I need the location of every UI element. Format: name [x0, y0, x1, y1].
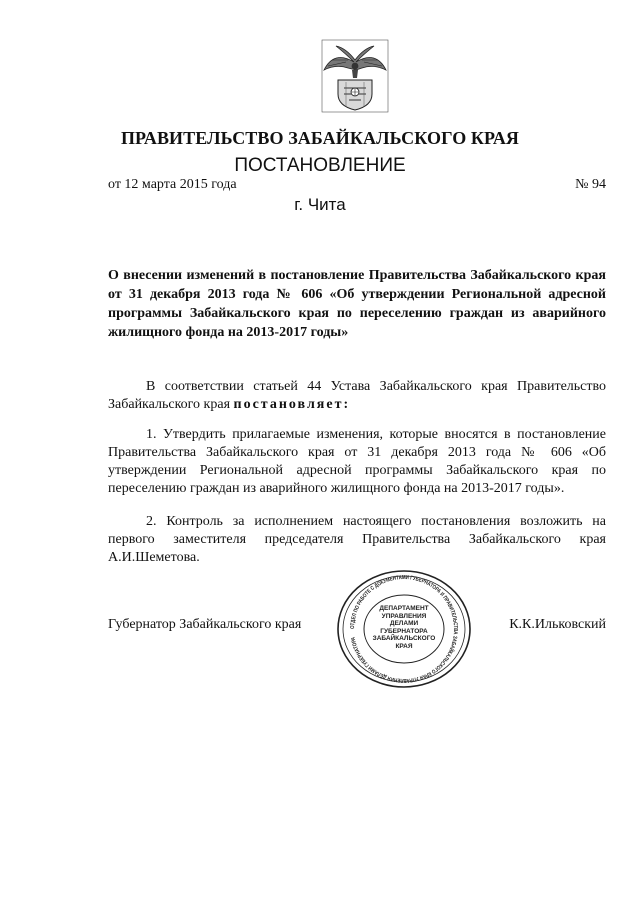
document-number: № 94	[575, 177, 606, 192]
stamp-center-text: ДЕПАРТАМЕНТ УПРАВЛЕНИЯ ДЕЛАМИ ГУБЕРНАТОРА ЗАБАЙКАЛЬСКОГО КРАЯ	[372, 605, 436, 650]
intro-text: В соответствии статьей 44 Устава Забайкальского края Правительство Забайкальского края	[108, 379, 606, 412]
government-title: ПРАВИТЕЛЬСТВО ЗАБАЙКАЛЬСКОГО КРАЯ	[120, 128, 520, 148]
document-date: от 12 марта 2015 года	[108, 177, 237, 192]
intro-verb: постановляет:	[233, 397, 351, 412]
document-type: ПОСТАНОВЛЕНИЕ	[234, 155, 406, 176]
coat-of-arms-emblem	[316, 36, 394, 116]
signature-name: К.К.Ильковский	[509, 617, 606, 632]
document-subject: О внесении изменений в постановление Правительства Забайкальского края от 31 декабря 2013 года № 606 «Об утверждении Региональной адресной программы Забайкальского края по переселению граждан из аварийного жилищного фонда на 2013-2017 годы»	[108, 268, 606, 340]
item-1-paragraph: 1. Утвердить прилагаемые изменения, которые вносятся в постановление Правительства Забайкальского края от 31 декабря 2013 года № 606 «Об утверждении Региональной адресной программы Забайкальского края по переселению граждан из аварийного жилищного фонда на 2013-2017 годы».	[108, 427, 606, 496]
intro-paragraph	[108, 378, 606, 414]
item-2-paragraph: 2. Контроль за исполнением настоящего постановления возложить на первого заместителя председателя Правительства Забайкальского края А.И.Шеметова.	[108, 514, 606, 565]
signature-role: Губернатор Забайкальского края	[108, 617, 302, 632]
stamp-ring-text: ОТДЕЛ ПО РАБОТЕ С ДОКУМЕНТАМИ ГУБЕРНАТОРА И ПРАВИТЕЛЬСТВА ЗАБАЙКАЛЬСКОГО КРАЯ УПРАВЛЕНИЯ ДЕЛАМИ ГУБЕРНАТОРА	[349, 574, 459, 684]
document-city: г. Чита	[294, 195, 346, 214]
